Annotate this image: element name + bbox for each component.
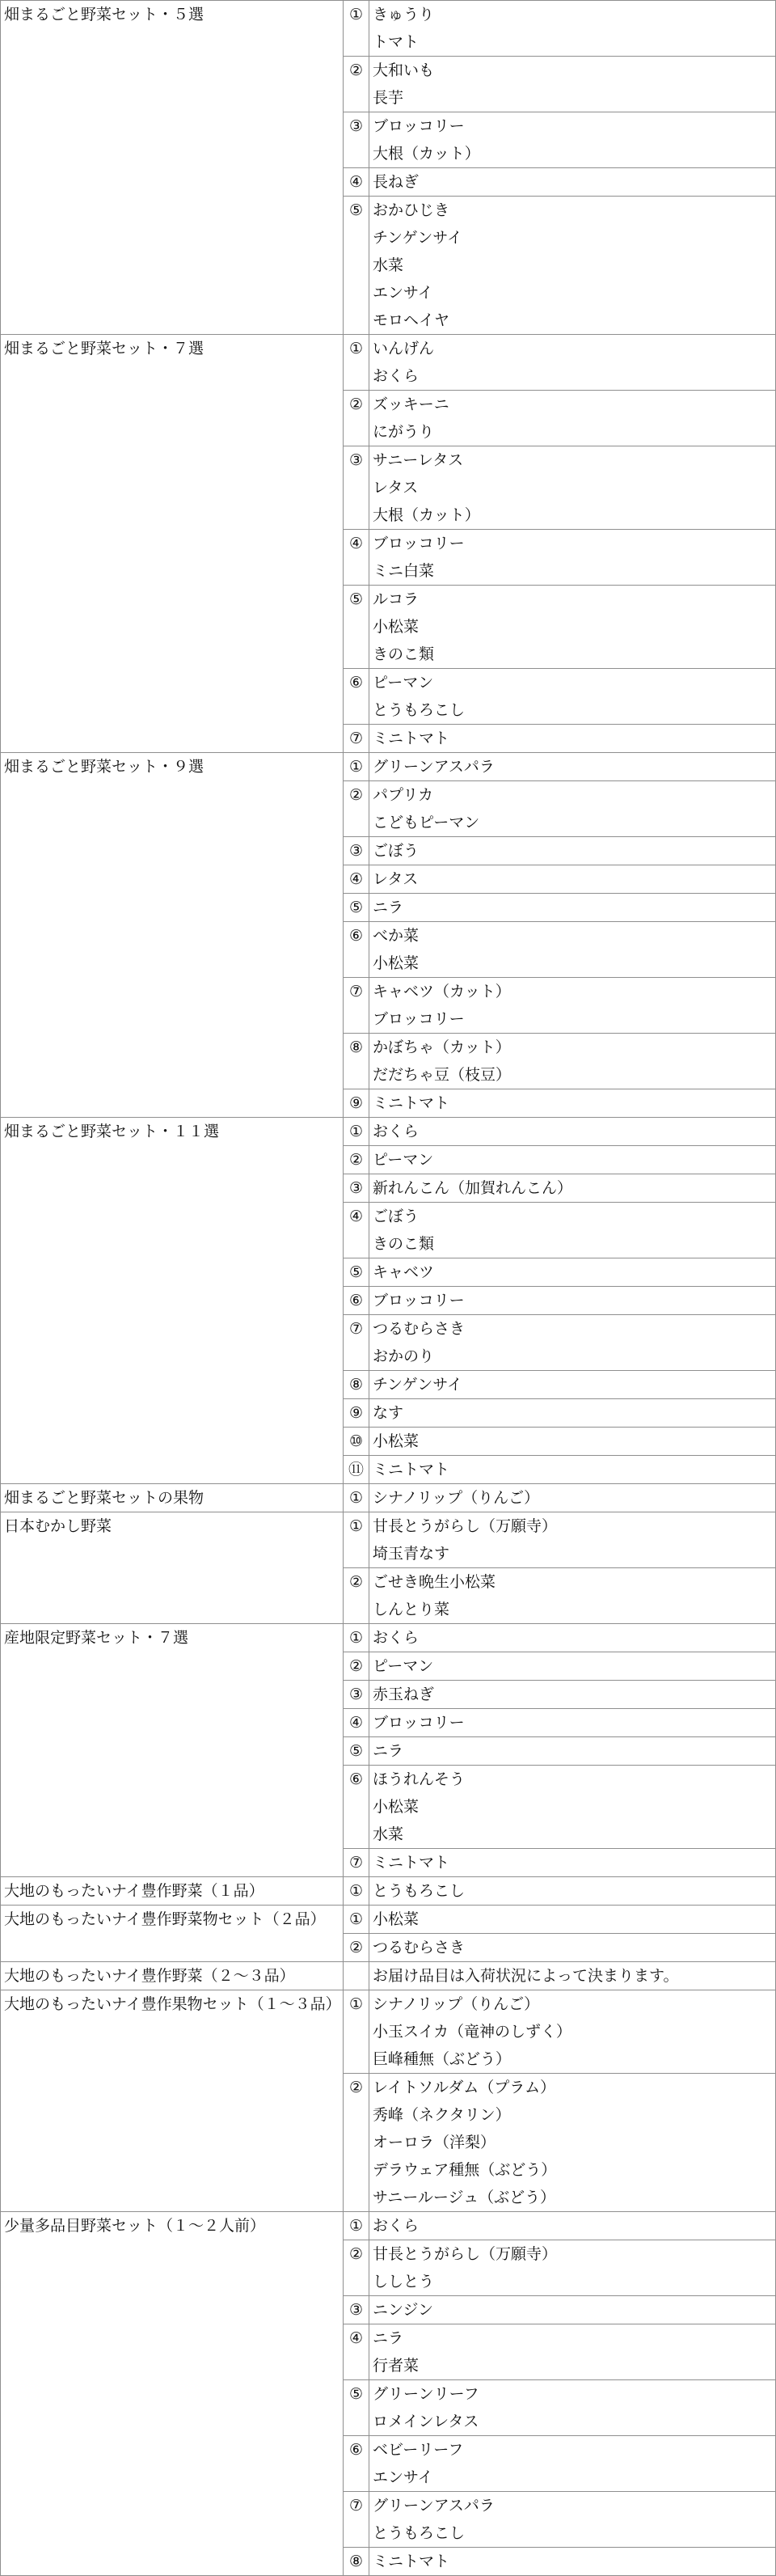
item-number-cell xyxy=(344,197,369,335)
item-number-cell xyxy=(344,1962,369,1990)
item-number: ② xyxy=(348,1573,364,1591)
item-number: ① xyxy=(348,6,364,23)
produce-item: ブロッコリー xyxy=(373,1714,465,1732)
item-number: ③ xyxy=(348,1179,364,1197)
table-row xyxy=(1,1118,776,1146)
produce-item: 大和いも xyxy=(373,61,435,79)
item-number: ⑤ xyxy=(348,590,364,608)
produce-item: ミニトマト xyxy=(373,730,450,747)
item-number-cell xyxy=(344,978,369,1034)
items-cell xyxy=(369,2380,776,2436)
item-number-cell xyxy=(344,1484,369,1512)
produce-item: ロメインレタス xyxy=(373,2413,479,2430)
item-number: ⑤ xyxy=(348,201,364,219)
set-name-cell: 産地限定野菜セット・７選 xyxy=(1,1624,344,1877)
produce-item: 埼玉青なす xyxy=(373,1545,450,1563)
items-cell xyxy=(369,1484,776,1512)
produce-item: ニラ xyxy=(373,1742,404,1760)
table-row xyxy=(1,1624,776,1652)
item-number: ① xyxy=(348,758,364,776)
item-number-cell xyxy=(344,335,369,391)
item-number: ① xyxy=(348,2217,364,2235)
items-cell xyxy=(369,586,776,669)
items-cell xyxy=(369,1849,776,1877)
produce-item: ミニトマト xyxy=(373,1854,450,1872)
produce-item: ブロッコリー xyxy=(373,1292,465,1309)
item-number: ③ xyxy=(348,451,364,469)
produce-item: つるむらさき xyxy=(373,1320,466,1338)
produce-item: キャベツ xyxy=(373,1263,435,1281)
item-number: ② xyxy=(348,1657,364,1675)
produce-item: 長ねぎ xyxy=(373,173,420,191)
item-number: ⑤ xyxy=(348,2385,364,2403)
items-cell xyxy=(369,2324,776,2380)
produce-item: ズッキーニ xyxy=(373,395,449,413)
produce-item: 水菜 xyxy=(373,1825,404,1843)
produce-item: シナノリップ（りんご） xyxy=(373,1995,540,2013)
table-row xyxy=(1,1512,776,1568)
produce-item: にがうり xyxy=(373,423,435,441)
items-cell xyxy=(369,1089,776,1118)
produce-item: ミニトマト xyxy=(373,1461,450,1478)
vegetable-set-table-body xyxy=(1,1,776,2576)
item-number: ⑥ xyxy=(348,1770,364,1788)
produce-item: キャベツ（カット） xyxy=(373,983,511,1000)
table-row xyxy=(1,335,776,391)
item-number: ① xyxy=(348,1910,364,1928)
items-cell xyxy=(369,2296,776,2324)
item-number: ④ xyxy=(348,870,364,888)
produce-item: きゅうり xyxy=(373,6,435,23)
set-name-cell: 畑まるごと野菜セット・１１選 xyxy=(1,1118,344,1484)
produce-item: グリーンリーフ xyxy=(373,2385,479,2403)
produce-item: お届け品目は入荷状況によって決まります。 xyxy=(373,1967,679,1985)
item-number-cell xyxy=(344,837,369,865)
produce-item: 長芋 xyxy=(373,89,404,107)
item-number: ④ xyxy=(348,1208,364,1225)
item-number-cell xyxy=(344,168,369,197)
set-name-cell: 畑まるごと野菜セット・７選 xyxy=(1,335,344,753)
produce-item: パプリカ xyxy=(373,786,434,804)
item-number-cell xyxy=(344,1315,369,1371)
item-number: ⑧ xyxy=(348,1376,364,1394)
table-row xyxy=(1,1877,776,1906)
items-cell xyxy=(369,865,776,894)
item-number-cell xyxy=(344,1934,369,1962)
item-number: ② xyxy=(348,2245,364,2263)
item-number-cell xyxy=(344,586,369,669)
items-cell xyxy=(369,1934,776,1962)
item-number: ⑦ xyxy=(348,1320,364,1338)
set-name-cell: 大地のもったいナイ豊作野菜（２～３品） xyxy=(1,1962,344,1990)
items-cell xyxy=(369,446,776,530)
item-number: ⑤ xyxy=(348,1742,364,1760)
items-cell xyxy=(369,1174,776,1203)
items-cell xyxy=(369,669,776,725)
items-cell xyxy=(369,1681,776,1709)
items-cell xyxy=(369,1203,776,1258)
item-number-cell xyxy=(344,530,369,586)
produce-item: ほうれんそう xyxy=(373,1770,466,1788)
produce-item: ブロッコリー xyxy=(373,117,465,135)
items-cell xyxy=(369,1906,776,1934)
produce-item: 赤玉ねぎ xyxy=(373,1686,435,1703)
produce-item: ルコラ xyxy=(373,590,420,608)
item-number-cell xyxy=(344,1766,369,1849)
items-cell xyxy=(369,1652,776,1681)
set-name-cell: 大地のもったいナイ豊作野菜（１品） xyxy=(1,1877,344,1906)
produce-item: 大根（カット） xyxy=(373,506,480,524)
produce-item: サニーレタス xyxy=(373,451,464,469)
items-cell xyxy=(369,57,776,112)
item-number-cell xyxy=(344,865,369,894)
set-name-cell: 大地のもったいナイ豊作野菜物セット（２品） xyxy=(1,1906,344,1962)
table-row xyxy=(1,1906,776,1934)
items-cell xyxy=(369,2212,776,2240)
produce-item: グリーンアスパラ xyxy=(373,758,495,776)
items-cell xyxy=(369,1877,776,1906)
item-number: ① xyxy=(348,1489,364,1507)
item-number-cell xyxy=(344,1849,369,1877)
produce-item: きのこ類 xyxy=(373,1235,435,1253)
items-cell xyxy=(369,894,776,922)
item-number: ① xyxy=(348,1882,364,1900)
item-number: ② xyxy=(348,1939,364,1956)
produce-item: おくら xyxy=(373,2217,420,2235)
item-number: ⑦ xyxy=(348,983,364,1000)
produce-item: ししとう xyxy=(373,2273,435,2290)
item-number: ④ xyxy=(348,2329,364,2347)
produce-item: レタス xyxy=(373,479,419,497)
item-number: ③ xyxy=(348,1686,364,1703)
produce-item: べか菜 xyxy=(373,927,420,945)
item-number-cell xyxy=(344,2074,369,2212)
item-number: ④ xyxy=(348,1714,364,1732)
produce-item: おくら xyxy=(373,1123,420,1140)
table-row xyxy=(1,1990,776,2074)
produce-item: デラウェア種無（ぶどう） xyxy=(373,2161,557,2179)
produce-item: 秀峰（ネクタリン） xyxy=(373,2106,511,2124)
items-cell xyxy=(369,1371,776,1399)
item-number-cell xyxy=(344,1681,369,1709)
produce-item: ごぼう xyxy=(373,842,420,860)
produce-item: とうもろこし xyxy=(373,2524,466,2542)
item-number: ⑥ xyxy=(348,927,364,945)
produce-item: なす xyxy=(373,1404,404,1422)
item-number: ⑦ xyxy=(348,2497,364,2515)
item-number-cell xyxy=(344,753,369,781)
produce-item: 小玉スイカ（竜神のしずく） xyxy=(373,2023,572,2041)
items-cell xyxy=(369,1287,776,1315)
produce-item: きのこ類 xyxy=(373,645,435,663)
produce-item: トマト xyxy=(373,33,420,51)
produce-item: ごぼう xyxy=(373,1208,420,1225)
item-number: ⑦ xyxy=(348,730,364,747)
item-number-cell xyxy=(344,112,369,168)
produce-item: しんとり菜 xyxy=(373,1601,450,1618)
item-number-cell xyxy=(344,669,369,725)
set-name-cell: 畑まるごと野菜セットの果物 xyxy=(1,1484,344,1512)
produce-item: おかのり xyxy=(373,1347,435,1365)
produce-item: 小松菜 xyxy=(373,1798,420,1816)
table-row xyxy=(1,1,776,57)
items-cell xyxy=(369,1,776,57)
items-cell xyxy=(369,1990,776,2074)
item-number-cell xyxy=(344,922,369,978)
item-number xyxy=(344,1962,369,1990)
item-number: ⑤ xyxy=(348,1263,364,1281)
produce-item: いんげん xyxy=(373,340,435,357)
item-number-cell xyxy=(344,1709,369,1737)
item-number-cell xyxy=(344,1624,369,1652)
item-number-cell xyxy=(344,1174,369,1203)
item-number-cell xyxy=(344,391,369,446)
produce-item: オーロラ（洋梨） xyxy=(373,2134,496,2151)
items-cell xyxy=(369,1399,776,1428)
item-number: ⑪ xyxy=(348,1461,364,1478)
produce-item: ミニ白菜 xyxy=(373,562,435,580)
table-row xyxy=(1,2212,776,2240)
item-number: ① xyxy=(348,1629,364,1647)
items-cell xyxy=(369,2492,776,2548)
item-number: ⑩ xyxy=(348,1432,364,1450)
item-number: ⑨ xyxy=(348,1404,364,1422)
item-number: ② xyxy=(348,2079,364,2096)
set-name-cell: 畑まるごと野菜セット・９選 xyxy=(1,753,344,1118)
produce-item: おくら xyxy=(373,1629,420,1647)
items-cell xyxy=(369,1568,776,1624)
items-cell xyxy=(369,1258,776,1287)
produce-item: モロヘイヤ xyxy=(373,311,450,329)
set-name-cell: 日本むかし野菜 xyxy=(1,1512,344,1624)
produce-item: 甘長とうがらし（万願寺） xyxy=(373,1517,558,1535)
item-number: ⑥ xyxy=(348,674,364,692)
produce-item: 大根（カット） xyxy=(373,145,480,163)
item-number-cell xyxy=(344,1146,369,1174)
items-cell xyxy=(369,112,776,168)
items-cell xyxy=(369,1118,776,1146)
table-row xyxy=(1,753,776,781)
set-name-cell: 畑まるごと野菜セット・５選 xyxy=(1,1,344,335)
produce-item: シナノリップ（りんご） xyxy=(373,1489,540,1507)
item-number: ① xyxy=(348,1517,364,1535)
item-number-cell xyxy=(344,1258,369,1287)
produce-item: ごせき晩生小松菜 xyxy=(373,1573,496,1591)
item-number-cell xyxy=(344,2548,369,2576)
produce-item: 小松菜 xyxy=(373,1432,420,1450)
item-number: ⑥ xyxy=(348,1292,364,1309)
produce-item: ピーマン xyxy=(373,1657,434,1675)
item-number-cell xyxy=(344,2324,369,2380)
produce-item: とうもろこし xyxy=(373,701,466,719)
item-number-cell xyxy=(344,1877,369,1906)
produce-item: 新れんこん（加賀れんこん） xyxy=(373,1179,573,1197)
items-cell xyxy=(369,781,776,837)
items-cell xyxy=(369,2240,776,2296)
items-cell xyxy=(369,1456,776,1484)
item-number-cell xyxy=(344,781,369,837)
item-number-cell xyxy=(344,1371,369,1399)
table-row xyxy=(1,1484,776,1512)
produce-item: ブロッコリー xyxy=(373,1010,465,1028)
produce-item: こどもピーマン xyxy=(373,814,480,831)
item-number-cell xyxy=(344,1512,369,1568)
item-number-cell xyxy=(344,1399,369,1428)
produce-item: 小松菜 xyxy=(373,1910,420,1928)
item-number-cell xyxy=(344,446,369,530)
produce-item: ニラ xyxy=(373,899,404,916)
produce-item: つるむらさき xyxy=(373,1939,466,1956)
produce-item: 水菜 xyxy=(373,256,404,274)
produce-item: ニンジン xyxy=(373,2301,434,2319)
item-number-cell xyxy=(344,2296,369,2324)
produce-item: チンゲンサイ xyxy=(373,1376,462,1394)
produce-item: チンゲンサイ xyxy=(373,229,462,247)
item-number: ⑤ xyxy=(348,899,364,916)
produce-item: かぼちゃ（カット） xyxy=(373,1038,511,1056)
produce-item: ブロッコリー xyxy=(373,535,465,552)
item-number-cell xyxy=(344,1428,369,1456)
items-cell xyxy=(369,978,776,1034)
items-cell xyxy=(369,922,776,978)
items-cell xyxy=(369,725,776,753)
produce-item: 甘長とうがらし（万願寺） xyxy=(373,2245,558,2263)
item-number: ⑧ xyxy=(348,1038,364,1056)
item-number-cell xyxy=(344,2380,369,2436)
produce-item: おかひじき xyxy=(373,201,450,219)
item-number: ③ xyxy=(348,2301,364,2319)
item-number-cell xyxy=(344,1034,369,1089)
item-number-cell xyxy=(344,1456,369,1484)
items-cell xyxy=(369,530,776,586)
items-cell xyxy=(369,753,776,781)
item-number: ① xyxy=(348,1123,364,1140)
produce-item: ピーマン xyxy=(373,1151,434,1169)
produce-item: とうもろこし xyxy=(373,1882,466,1900)
produce-item: エンサイ xyxy=(373,2468,433,2486)
items-cell xyxy=(369,335,776,391)
items-cell xyxy=(369,2074,776,2212)
produce-item: 行者菜 xyxy=(373,2357,420,2375)
produce-item: エンサイ xyxy=(373,284,433,302)
items-cell xyxy=(369,1428,776,1456)
produce-item: レタス xyxy=(373,870,419,888)
item-number-cell xyxy=(344,1568,369,1624)
item-number: ② xyxy=(348,1151,364,1169)
item-number: ③ xyxy=(348,117,364,135)
item-number: ③ xyxy=(348,842,364,860)
produce-item: ミニトマト xyxy=(373,1094,450,1112)
produce-item: おくら xyxy=(373,367,420,385)
produce-item: 小松菜 xyxy=(373,954,420,972)
item-number-cell xyxy=(344,2492,369,2548)
item-number-cell xyxy=(344,1990,369,2074)
item-number-cell xyxy=(344,2212,369,2240)
items-cell xyxy=(369,1315,776,1371)
item-number-cell xyxy=(344,2240,369,2296)
items-cell xyxy=(369,168,776,197)
item-number: ② xyxy=(348,395,364,413)
item-number: ⑦ xyxy=(348,1854,364,1872)
produce-item: サニールージュ（ぶどう） xyxy=(373,2189,556,2206)
item-number-cell xyxy=(344,1287,369,1315)
produce-item: グリーンアスパラ xyxy=(373,2497,495,2515)
item-number: ④ xyxy=(348,535,364,552)
produce-item: ピーマン xyxy=(373,674,434,692)
item-number: ④ xyxy=(348,173,364,191)
produce-item: レイトソルダム（プラム） xyxy=(373,2079,556,2096)
set-name-cell: 大地のもったいナイ豊作果物セット（１～３品） xyxy=(1,1990,344,2212)
items-cell xyxy=(369,1146,776,1174)
items-cell xyxy=(369,2436,776,2492)
table-row xyxy=(1,1962,776,1990)
item-number: ② xyxy=(348,61,364,79)
items-cell xyxy=(369,1512,776,1568)
item-number: ⑨ xyxy=(348,1094,364,1112)
item-number-cell xyxy=(344,1652,369,1681)
item-number-cell xyxy=(344,57,369,112)
items-cell xyxy=(369,197,776,335)
produce-item: 巨峰種無（ぶどう） xyxy=(373,2050,512,2068)
items-cell xyxy=(369,1034,776,1089)
item-number-cell xyxy=(344,725,369,753)
item-number-cell xyxy=(344,894,369,922)
items-cell xyxy=(369,2548,776,2576)
item-number-cell xyxy=(344,1,369,57)
item-number-cell xyxy=(344,1118,369,1146)
items-cell xyxy=(369,1737,776,1766)
item-number-cell xyxy=(344,1089,369,1118)
items-cell xyxy=(369,391,776,446)
item-number-cell xyxy=(344,1906,369,1934)
set-name-cell: 少量多品目野菜セット（１～２人前） xyxy=(1,2212,344,2576)
items-cell xyxy=(369,1962,776,1990)
item-number: ① xyxy=(348,340,364,357)
item-number-cell xyxy=(344,1737,369,1766)
item-number: ⑧ xyxy=(348,2553,364,2570)
produce-item: ベビーリーフ xyxy=(373,2441,464,2459)
item-number-cell xyxy=(344,1203,369,1258)
items-cell xyxy=(369,837,776,865)
items-cell xyxy=(369,1766,776,1849)
produce-item: ミニトマト xyxy=(373,2553,450,2570)
items-cell xyxy=(369,1624,776,1652)
produce-item: 小松菜 xyxy=(373,618,420,636)
item-number: ⑥ xyxy=(348,2441,364,2459)
produce-item: だだちゃ豆（枝豆） xyxy=(373,1066,512,1084)
items-cell xyxy=(369,1709,776,1737)
item-number: ① xyxy=(348,1995,364,2013)
produce-item: ニラ xyxy=(373,2329,404,2347)
item-number-cell xyxy=(344,2436,369,2492)
item-number: ② xyxy=(348,786,364,804)
